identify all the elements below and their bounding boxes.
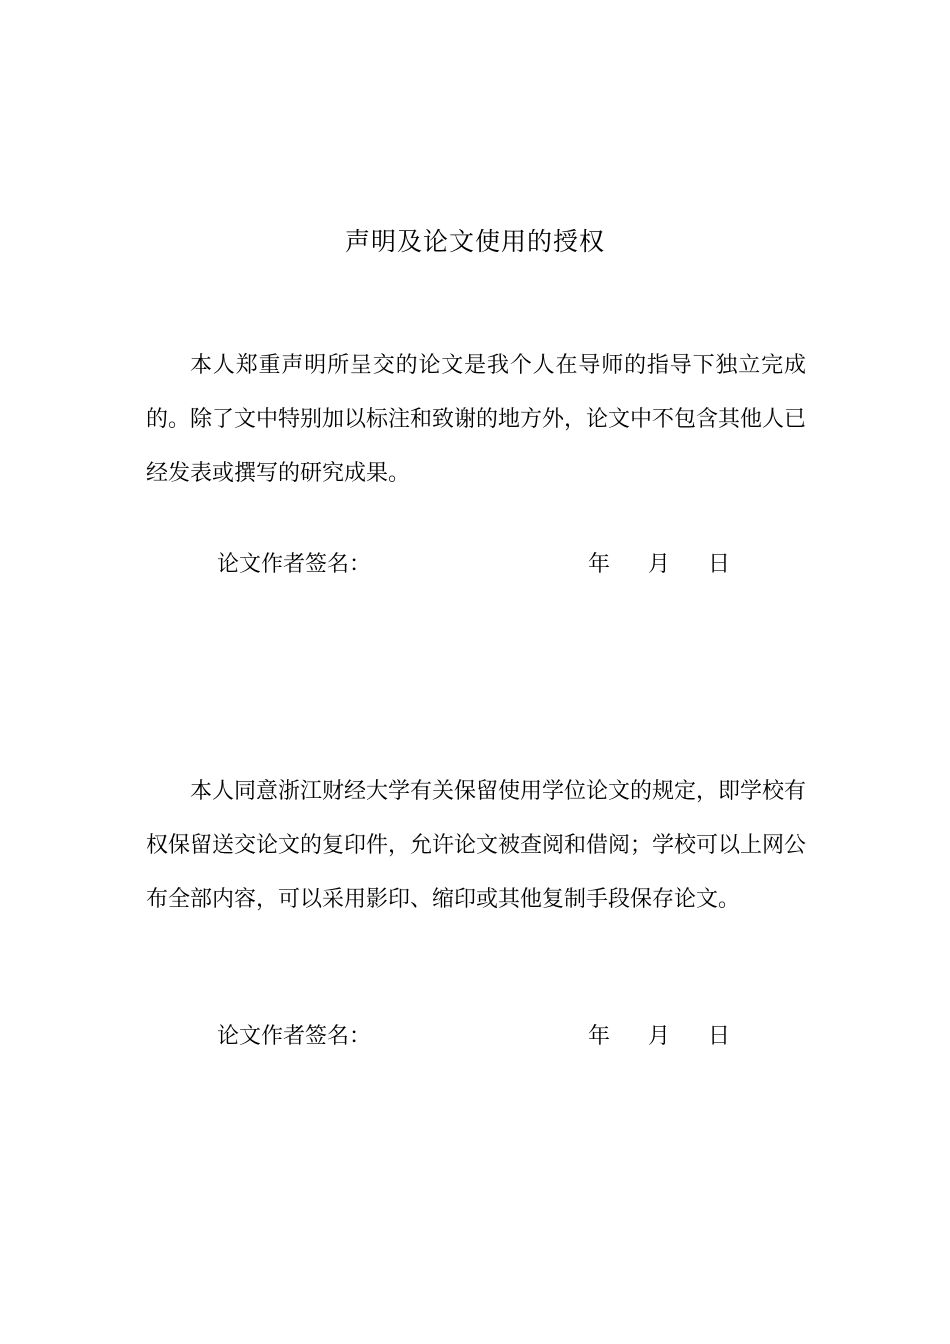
declaration-paragraph: 本人郑重声明所呈交的论文是我个人在导师的指导下独立完成的。除了文中特别加以标注和致谢的地方外，论文中不包含其他人已经发表或撰写的研究成果。 — [146, 353, 807, 486]
authorization-signature-label: 论文作者签名： — [217, 1024, 372, 1049]
declaration-month-label: 月 — [648, 552, 671, 577]
declaration-day-label: 日 — [708, 552, 731, 577]
authorization-month-label: 月 — [648, 1024, 671, 1049]
authorization-year-label: 年 — [588, 1024, 611, 1049]
page-title: 声明及论文使用的授权 — [344, 227, 605, 256]
authorization-day-label: 日 — [708, 1024, 731, 1049]
declaration-signature-label: 论文作者签名： — [217, 552, 372, 577]
authorization-paragraph: 本人同意浙江财经大学有关保留使用学位论文的规定，即学校有权保留送交论文的复印件，允许论文被查阅和借阅；学校可以上网公布全部内容，可以采用影印、缩印或其他复制手段保存论文。 — [146, 779, 807, 912]
declaration-year-label: 年 — [588, 552, 611, 577]
